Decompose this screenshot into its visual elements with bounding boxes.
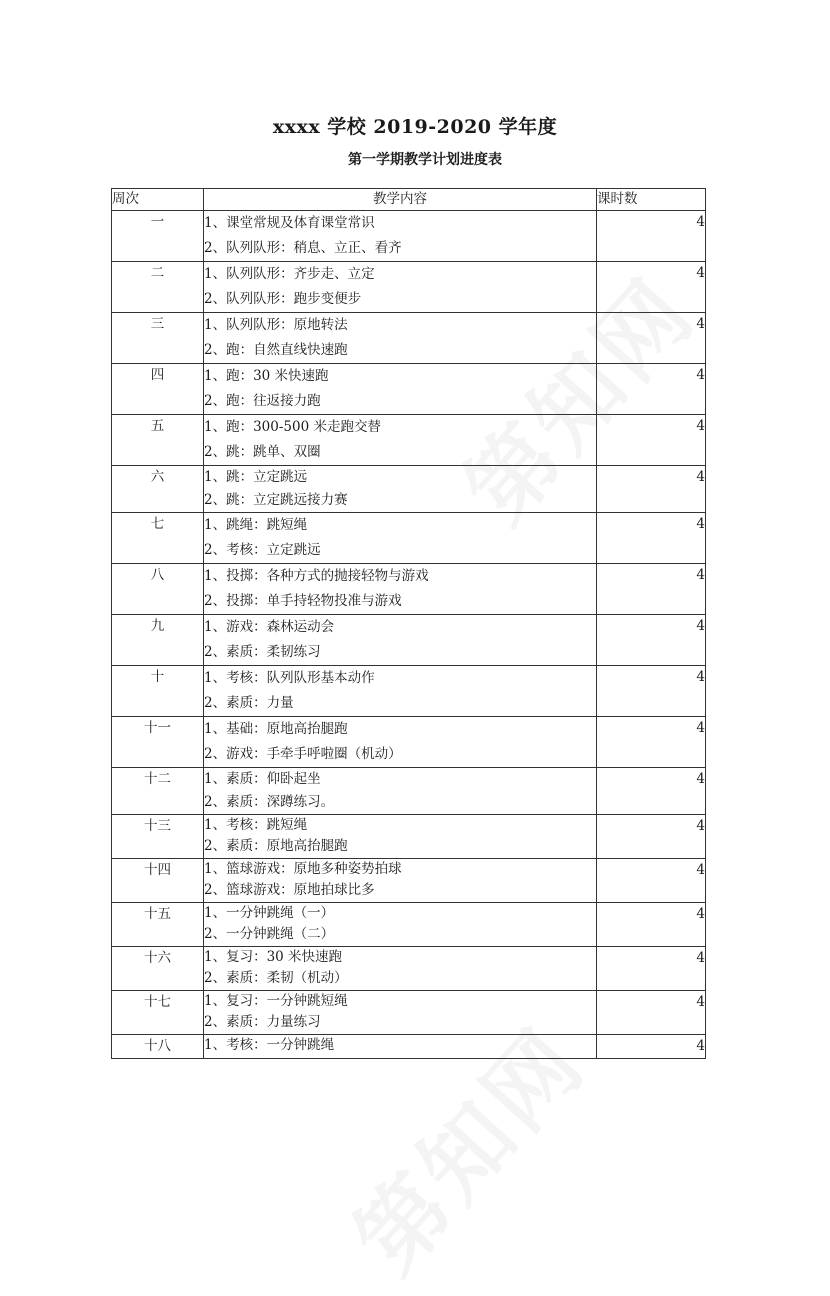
table-row — [112, 211, 706, 262]
hours-cell: 4 — [597, 211, 706, 262]
hours-cell: 4 — [597, 947, 706, 991]
table-row — [112, 666, 706, 717]
content-cell — [204, 717, 597, 768]
week-cell: 九 — [112, 615, 204, 666]
hours-cell: 4 — [597, 513, 706, 564]
week-cell: 八 — [112, 564, 204, 615]
content-item: 1、游戏：森林运动会 — [204, 619, 335, 635]
content-item: 1、考核：跳短绳 — [204, 817, 308, 833]
hours-cell: 4 — [597, 903, 706, 947]
week-cell: 十八 — [112, 1035, 204, 1059]
document-title: xxxx 学校 2019-2020 学年度 — [272, 116, 558, 138]
table-row — [112, 991, 706, 1035]
content-item: 2、篮球游戏：原地拍球比多 — [204, 882, 375, 898]
content-item: 1、跑：300-500 米走跑交替 — [204, 419, 381, 435]
week-cell: 十一 — [112, 717, 204, 768]
content-item: 2、素质：柔韧练习 — [204, 644, 321, 660]
content-item: 1、篮球游戏：原地多种姿势拍球 — [204, 861, 402, 877]
content-item: 2、素质：深蹲练习。 — [204, 794, 335, 810]
week-cell: 三 — [112, 313, 204, 364]
content-item: 1、跑：30 米快速跑 — [204, 368, 329, 384]
table-row — [112, 513, 706, 564]
content-item: 2、跑：自然直线快速跑 — [204, 342, 348, 358]
teaching-plan-table — [111, 188, 706, 1059]
hours-cell: 4 — [597, 466, 706, 513]
content-item: 2、跳：跳单、双圈 — [204, 444, 321, 460]
content-item: 2、一分钟跳绳（二） — [204, 926, 335, 942]
content-item: 2、游戏：手牵手呼啦圈（机动） — [204, 746, 402, 762]
content-item: 1、考核：队列队形基本动作 — [204, 670, 375, 686]
content-cell — [204, 615, 597, 666]
week-cell: 十六 — [112, 947, 204, 991]
hours-cell: 4 — [597, 262, 706, 313]
header-week: 周次 — [112, 189, 204, 211]
table-row — [112, 466, 706, 513]
week-cell: 七 — [112, 513, 204, 564]
hours-cell: 4 — [597, 564, 706, 615]
content-cell — [204, 564, 597, 615]
header-hours: 课时数 — [597, 189, 706, 211]
table-row — [112, 947, 706, 991]
table-row — [112, 717, 706, 768]
table-row — [112, 262, 706, 313]
content-cell — [204, 947, 597, 991]
week-cell: 二 — [112, 262, 204, 313]
content-item: 1、课堂常规及体育课堂常识 — [204, 215, 375, 231]
hours-cell: 4 — [597, 415, 706, 466]
content-cell — [204, 768, 597, 815]
week-cell: 十四 — [112, 859, 204, 903]
content-item: 2、考核：立定跳远 — [204, 542, 321, 558]
week-cell: 一 — [112, 211, 204, 262]
hours-cell: 4 — [597, 717, 706, 768]
content-item: 2、素质：力量练习 — [204, 1014, 321, 1030]
content-cell — [204, 466, 597, 513]
content-item: 1、队列队形：原地转法 — [204, 317, 348, 333]
content-item: 2、投掷：单手持轻物投准与游戏 — [204, 593, 402, 609]
hours-cell: 4 — [597, 768, 706, 815]
hours-cell: 4 — [597, 313, 706, 364]
header-content: 教学内容 — [204, 189, 597, 211]
table-row — [112, 903, 706, 947]
hours-cell: 4 — [597, 364, 706, 415]
content-item: 1、投掷：各种方式的抛接轻物与游戏 — [204, 568, 429, 584]
table-row — [112, 768, 706, 815]
content-cell — [204, 991, 597, 1035]
table-row — [112, 815, 706, 859]
week-cell: 五 — [112, 415, 204, 466]
content-item: 2、素质：柔韧（机动） — [204, 970, 348, 986]
table-row — [112, 564, 706, 615]
content-cell — [204, 1035, 597, 1059]
week-cell: 十 — [112, 666, 204, 717]
content-item: 2、素质：原地高抬腿跑 — [204, 838, 348, 854]
content-item: 1、跳：立定跳远 — [204, 469, 308, 485]
content-item: 1、复习：一分钟跳短绳 — [204, 993, 348, 1009]
week-cell: 六 — [112, 466, 204, 513]
content-item: 1、队列队形：齐步走、立定 — [204, 266, 375, 282]
content-item: 1、跳绳：跳短绳 — [204, 517, 308, 533]
content-cell — [204, 513, 597, 564]
content-item: 1、基础：原地高抬腿跑 — [204, 721, 348, 737]
content-cell — [204, 364, 597, 415]
content-cell — [204, 313, 597, 364]
week-cell: 十三 — [112, 815, 204, 859]
content-cell — [204, 903, 597, 947]
hours-cell: 4 — [597, 859, 706, 903]
hours-cell: 4 — [597, 815, 706, 859]
content-item: 1、考核：一分钟跳绳 — [204, 1037, 335, 1053]
table-row — [112, 415, 706, 466]
hours-cell: 4 — [597, 666, 706, 717]
table-header-row — [112, 189, 706, 211]
document-subtitle: 第一学期教学计划进度表 — [348, 152, 502, 168]
content-item: 2、素质：力量 — [204, 695, 294, 711]
table-row — [112, 615, 706, 666]
week-cell: 十七 — [112, 991, 204, 1035]
table-row — [112, 313, 706, 364]
content-item: 2、队列队形：跑步变便步 — [204, 291, 362, 307]
content-item: 1、一分钟跳绳（一） — [204, 905, 335, 921]
content-item: 1、复习：30 米快速跑 — [204, 949, 343, 965]
content-cell — [204, 815, 597, 859]
week-cell: 十五 — [112, 903, 204, 947]
content-item: 2、队列队形：稍息、立正、看齐 — [204, 240, 402, 256]
content-cell — [204, 666, 597, 717]
hours-cell: 4 — [597, 615, 706, 666]
content-item: 2、跑：往返接力跑 — [204, 393, 321, 409]
content-cell — [204, 211, 597, 262]
table-body — [112, 211, 706, 1059]
week-cell: 四 — [112, 364, 204, 415]
content-cell — [204, 262, 597, 313]
content-item: 2、跳：立定跳远接力赛 — [204, 492, 348, 508]
table-row — [112, 364, 706, 415]
table-row — [112, 859, 706, 903]
content-item: 1、素质：仰卧起坐 — [204, 771, 321, 787]
hours-cell: 4 — [597, 1035, 706, 1059]
content-cell — [204, 415, 597, 466]
content-cell — [204, 859, 597, 903]
table-row — [112, 1035, 706, 1059]
week-cell: 十二 — [112, 768, 204, 815]
hours-cell: 4 — [597, 991, 706, 1035]
